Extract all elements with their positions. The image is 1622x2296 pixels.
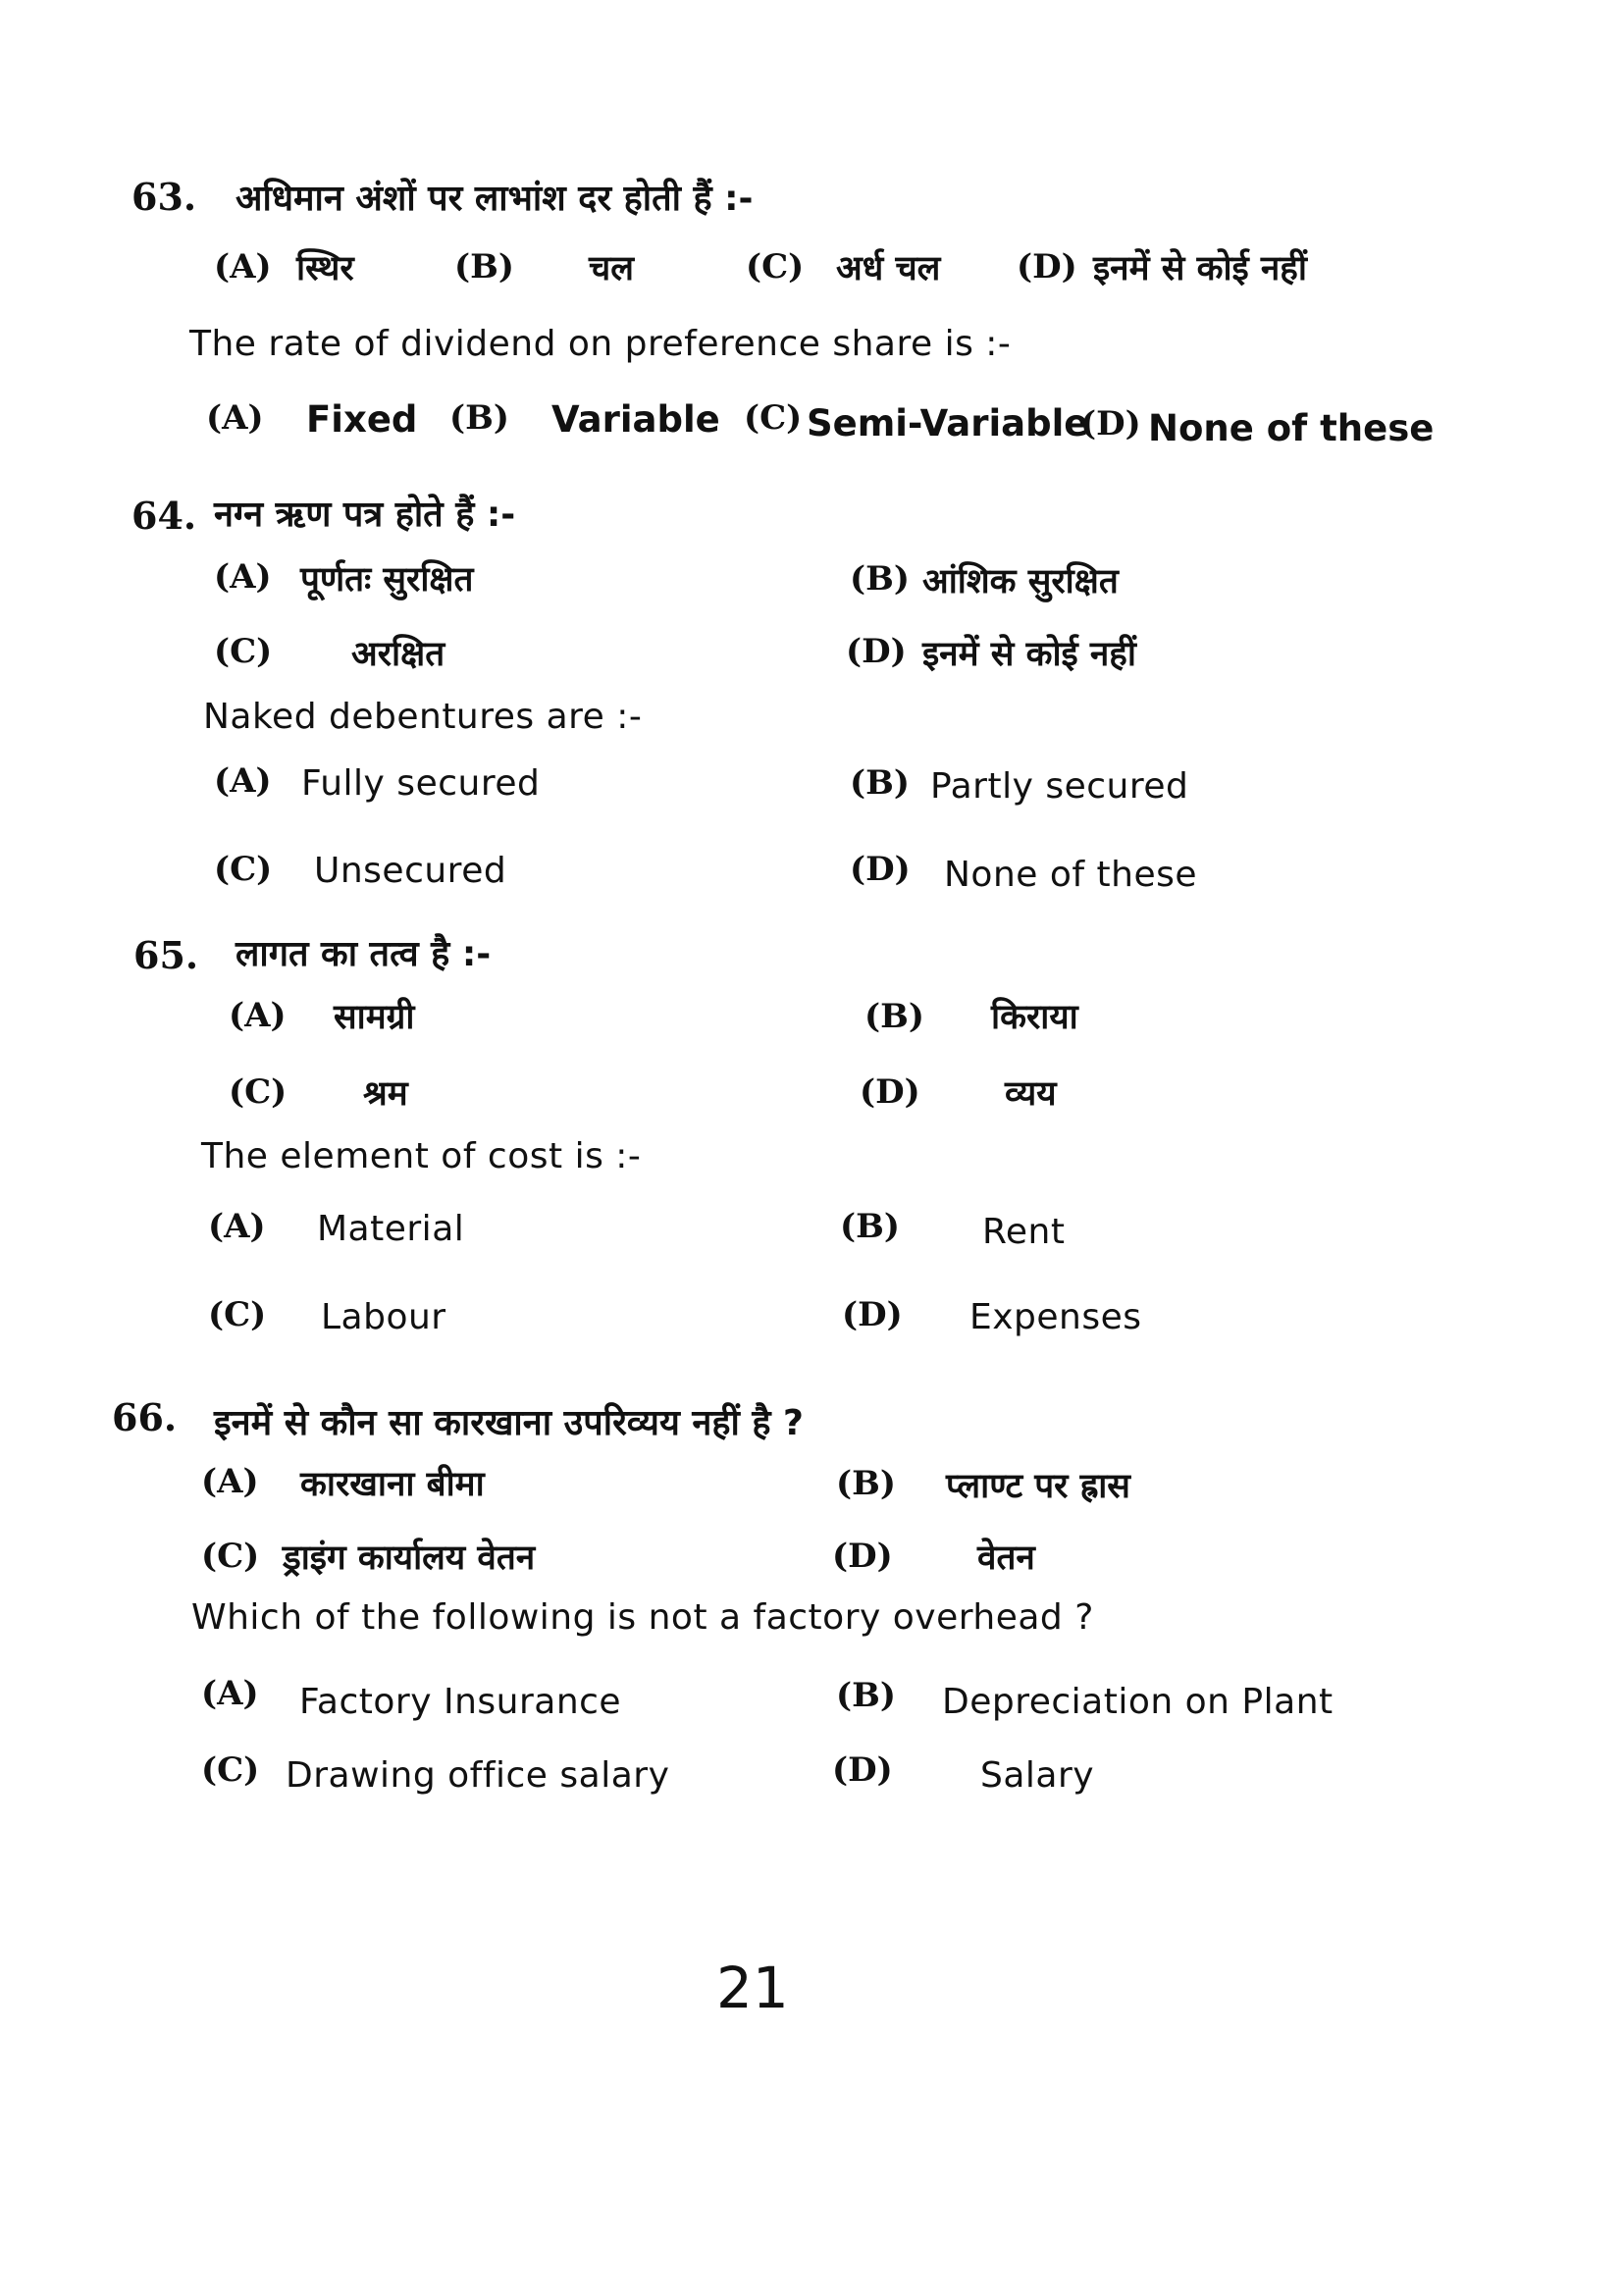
- option-text-english: Rent: [982, 1212, 1066, 1252]
- option-letter: (B): [864, 997, 924, 1036]
- question-text-hindi: लागत का तत्व है :-: [235, 934, 492, 974]
- option-letter: (A): [206, 398, 264, 438]
- option-text-hindi: चल: [589, 249, 634, 288]
- option-text-english: Fully secured: [301, 763, 541, 804]
- question-text-english: The rate of dividend on preference share is :-: [189, 324, 1012, 364]
- option-letter: (C): [744, 398, 803, 438]
- question-number: 64.: [131, 494, 197, 538]
- option-text-hindi: अर्ध चल: [836, 249, 941, 288]
- option-letter: (D): [1080, 404, 1141, 444]
- option-text-english: Unsecured: [314, 851, 507, 891]
- option-text-hindi: पूर्णतः सुरक्षित: [300, 560, 474, 600]
- question-text-english: Naked debentures are :-: [203, 697, 643, 737]
- option-text-hindi: सामग्री: [334, 998, 415, 1037]
- question-text-english: Which of the following is not a factory overhead ?: [191, 1597, 1094, 1638]
- option-text-english: None of these: [944, 855, 1197, 895]
- option-letter: (C): [746, 247, 805, 287]
- option-letter: (B): [840, 1207, 900, 1246]
- option-letter: (B): [449, 398, 509, 438]
- question-text-hindi: इनमें से कौन सा कारखाना उपरिव्यय नहीं है ?: [214, 1403, 804, 1443]
- option-letter: (C): [214, 632, 273, 671]
- option-letter: (B): [836, 1464, 896, 1503]
- option-letter: (A): [214, 557, 272, 597]
- option-text-hindi: वेतन: [977, 1539, 1035, 1578]
- option-text-hindi: स्थिर: [296, 249, 354, 288]
- option-letter: (D): [842, 1295, 903, 1334]
- option-letter: (D): [850, 850, 911, 889]
- option-letter: (A): [201, 1462, 259, 1501]
- question-number: 66.: [112, 1395, 178, 1439]
- option-text-english: Drawing office salary: [286, 1755, 670, 1796]
- option-text-hindi: व्यय: [1005, 1074, 1057, 1114]
- option-letter: (C): [229, 1072, 288, 1112]
- option-text-hindi: अरक्षित: [351, 635, 445, 674]
- option-text-hindi: श्रम: [363, 1074, 408, 1114]
- option-text-english: Variable: [551, 398, 720, 441]
- option-letter: (D): [846, 632, 907, 671]
- page-number: 21: [716, 1955, 789, 2021]
- option-letter: (D): [832, 1750, 893, 1790]
- option-text-english: Factory Insurance: [299, 1682, 622, 1722]
- option-letter: (D): [832, 1537, 893, 1576]
- question-text-hindi: अधिमान अंशों पर लाभांश दर होती हैं :-: [235, 179, 754, 219]
- option-letter: (D): [1017, 247, 1077, 287]
- option-letter: (B): [850, 763, 910, 803]
- option-text-hindi: कारखाना बीमा: [300, 1465, 485, 1504]
- option-letter: (C): [214, 850, 273, 889]
- option-letter: (A): [201, 1674, 259, 1713]
- option-letter: (C): [201, 1537, 260, 1576]
- option-text-hindi: इनमें से कोई नहीं: [922, 635, 1136, 674]
- option-letter: (C): [201, 1750, 260, 1790]
- option-letter: (A): [214, 247, 272, 287]
- option-text-english: Fixed: [306, 398, 418, 441]
- option-letter: (A): [208, 1207, 266, 1246]
- option-text-english: Material: [317, 1209, 465, 1249]
- question-text-hindi: नग्न ऋण पत्र होते हैं :-: [214, 495, 516, 535]
- option-text-english: Partly secured: [930, 766, 1189, 807]
- option-letter: (A): [214, 761, 272, 801]
- option-text-english: None of these: [1148, 407, 1435, 449]
- option-text-hindi: ड्राइंग कार्यालय वेतन: [283, 1539, 536, 1578]
- option-letter: (D): [860, 1072, 920, 1112]
- question-number: 63.: [131, 175, 197, 219]
- option-text-hindi: प्लाण्ट पर ह्रास: [946, 1467, 1130, 1506]
- option-letter: (B): [454, 247, 514, 287]
- option-letter: (C): [208, 1295, 267, 1334]
- option-text-hindi: इनमें से कोई नहीं: [1093, 249, 1307, 288]
- option-letter: (A): [229, 996, 287, 1035]
- question-text-english: The element of cost is :-: [201, 1136, 642, 1176]
- question-number: 65.: [133, 933, 199, 977]
- option-text-english: Salary: [980, 1755, 1095, 1796]
- option-text-hindi: किराया: [991, 998, 1078, 1037]
- option-text-english: Depreciation on Plant: [942, 1682, 1334, 1722]
- option-text-english: Semi-Variable: [807, 402, 1089, 444]
- option-letter: (B): [850, 559, 910, 599]
- option-text-english: Expenses: [969, 1297, 1142, 1337]
- option-text-english: Labour: [321, 1297, 446, 1337]
- option-text-hindi: आंशिक सुरक्षित: [922, 562, 1119, 601]
- option-letter: (B): [836, 1676, 896, 1715]
